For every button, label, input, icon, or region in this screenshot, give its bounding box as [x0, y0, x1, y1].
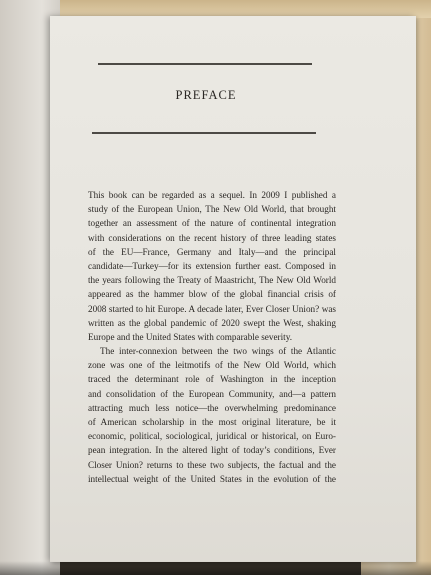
text-line: with considerations on the recent history of three leading states — [88, 232, 336, 243]
text-line: 2008 started to hit Europe. A decade later, Ever Closer Union? was — [88, 303, 336, 314]
text-line: This book can be regarded as a sequel. In 2009 I published a — [88, 190, 336, 200]
top-rule — [98, 63, 312, 65]
text-line: together an assessment of the nature of continental integration — [88, 218, 336, 229]
text-line: Closer Union? returns to these two subjects, the factual and the — [88, 459, 336, 470]
text-line: and consolidation of the European Community, and—a pattern — [88, 388, 336, 399]
text-line: attracting much less notice—the overwhelming predominance — [88, 402, 336, 413]
text-line: intellectual weight of the United States in the evolution of the — [88, 473, 336, 484]
text-line: appeared as the hammer blow of the global financial crisis of — [88, 289, 336, 300]
bottom-shadow — [0, 561, 431, 575]
body-text — [88, 188, 336, 486]
page-title: PREFACE — [175, 88, 237, 102]
text-line: the years following the Treaty of Maastricht, The New Old World — [88, 275, 336, 286]
book-page — [50, 16, 416, 562]
text-line: written as the global pandemic of 2020 swept the West, shaking — [88, 317, 336, 328]
text-line: study of the European Union, The New Old World, that brought — [88, 204, 336, 215]
text-line: candidate—Turkey—for its extension further east. Composed in — [88, 260, 336, 271]
text-line: Europe and the United States with comparable severity. — [88, 331, 293, 342]
text-line: of American scholarship in the most original literature, be it — [88, 417, 336, 427]
text-line: economic, political, sociological, juridical or historical, on Euro- — [88, 431, 336, 442]
text-line: The inter-connexion between the two wings of the Atlantic — [100, 346, 336, 357]
text-line: zone was one of the leitmotifs of the New Old World, which — [88, 360, 336, 371]
text-line: of the EU—France, Germany and Italy—and the principal — [88, 246, 336, 257]
bottom-rule — [92, 132, 316, 134]
text-line: traced the determinant role of Washington in the inception — [88, 374, 336, 385]
text-line: pean integration. In the altered light of today’s conditions, Ever — [88, 445, 336, 456]
